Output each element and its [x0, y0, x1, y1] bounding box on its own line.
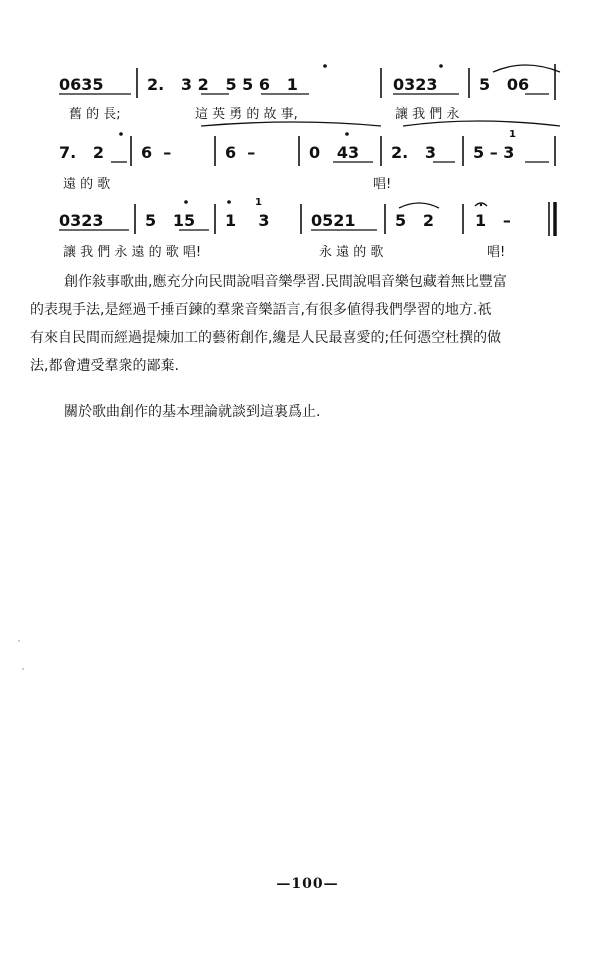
measure-6: 5 – 3: [473, 143, 515, 162]
closing-paragraph: [30, 398, 585, 426]
grace-note: 1: [255, 197, 262, 208]
octave-dot: [227, 200, 231, 204]
octave-dot: [345, 132, 349, 136]
slur: [399, 203, 439, 208]
measure-4: 0521: [311, 211, 356, 230]
scan-speck: [18, 640, 20, 642]
lyrics-segment: 唱!: [373, 177, 392, 192]
octave-dot: [119, 132, 123, 136]
lyrics-segment: 舊 的 長;: [69, 107, 121, 122]
score-row-2-notation: [55, 128, 565, 198]
measure-1: 7. 2: [59, 143, 105, 162]
score-row-3: [55, 196, 565, 266]
fermata-dot: [480, 204, 482, 206]
page-number: —100—: [276, 876, 339, 892]
score-row-1-notation: [55, 60, 565, 130]
measure-2: 5 15: [145, 211, 196, 230]
measure-4: 0 43: [309, 143, 360, 162]
octave-dot: [184, 200, 188, 204]
measure-5: 5 2: [395, 211, 434, 230]
measure-2: 2. 3 2 5 5 6 1: [147, 75, 298, 94]
score-row-2: [55, 128, 565, 198]
measure-4: 5 06: [479, 75, 530, 94]
measure-6: 1 –: [475, 211, 511, 230]
score-row-3-notation: [55, 196, 565, 266]
lyrics-segment: 讓 我 們 永: [395, 107, 460, 122]
paragraph-line: 的表現手法,是經過千捶百鍊的羣衆音樂語言,有很多値得我們學習的地方.祇: [30, 302, 492, 318]
octave-dot: [439, 64, 443, 68]
slur: [493, 65, 560, 72]
lyrics-segment: 永 遠 的 歌: [319, 245, 384, 260]
measure-1: 0635: [59, 75, 104, 94]
measure-3: 0323: [393, 75, 438, 94]
grace-note: 1: [509, 129, 516, 140]
lyrics-segment: 遠 的 歌: [63, 177, 111, 192]
paragraph-line: 有來自民間而經過提煉加工的藝術創作,纔是人民最喜愛的;任何憑空杜撰的做: [30, 330, 502, 346]
octave-dot: [323, 64, 327, 68]
score-row-1: [55, 60, 565, 130]
measure-3: 6 –: [225, 143, 256, 162]
lyrics-segment: 讓 我 們 永 遠 的 歌 唱!: [63, 245, 202, 260]
measure-5: 2. 3: [391, 143, 437, 162]
paragraph-line: 創作敍事歌曲,應充分向民間說唱音樂學習.民間說唱音樂包藏着無比豐富: [64, 274, 507, 290]
measure-2: 6 –: [141, 143, 172, 162]
paragraph-line: 法,都會遭受羣衆的鄙棄.: [30, 358, 179, 374]
scan-speck: [22, 668, 24, 670]
slur: [201, 122, 381, 126]
paragraph-line: 關於歌曲創作的基本理論就談到這裏爲止.: [64, 404, 321, 420]
lyrics-segment: 這 英 勇 的 故 事,: [195, 107, 298, 122]
lyrics-segment: 唱!: [487, 245, 506, 260]
body-paragraph: [30, 268, 585, 380]
measure-1: 0323: [59, 211, 104, 230]
measure-3: 1 3: [225, 211, 270, 230]
